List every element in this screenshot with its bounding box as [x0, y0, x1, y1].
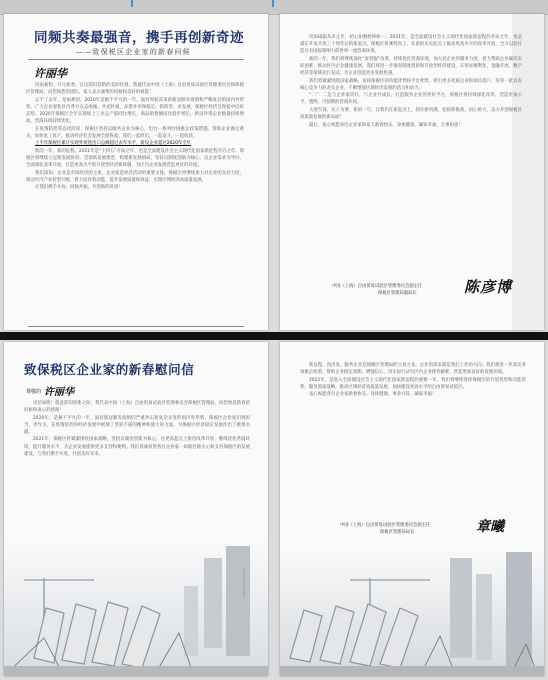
page1-subtitle: ——致保税区企业家的新春问候 — [76, 48, 191, 56]
highlighted-text: 上半年保税区累计实现外贸进出口总额超过去年水平，新设企业超过2020年全年 — [35, 141, 192, 147]
city-sculpture-photo — [280, 548, 544, 676]
page-gap — [0, 332, 548, 340]
page1-title: 同频共奏最强音，携手再创新奇迹 — [34, 30, 244, 46]
paragraph: 最后，衷心祝愿各位企业家和家人新春快乐、身体健康、阖家幸福、万事如意！ — [309, 122, 463, 128]
paragraph: 2022年，是进入全面建设社会主义现代化国家新征程的重要一年。我们将继续发挥保税区的开放优势和功能优势，服务国家战略，推动区域经济高质量发展，加快建设更高水平的自由贸易试验区。 — [300, 377, 526, 390]
signer-title-line-2: 保税区管理局副局长 — [378, 291, 417, 296]
paragraph: 风雨砥砺从未止步，初心如磐始终如一。2021年，是全面建设社会主义现代化国家新征程的开局之年，也是浦东开发开放三十周年后的新起点。保税区将乘势而上，在新的历史起点上推动更高水平的改革开放，全力以赴打造具有国际影响力的世界一流营商环境。 — [300, 35, 522, 55]
paragraph: 忘不了去年，是艰难的，2020年是极不平凡的一年，面对突如其来的新冠肺炎疫情和严峻复杂的国内外形势，广大企业家和区内各方众志成城、共克时艰，多措并举保稳定、抓转型、求发展，保税区经济呈现稳中向好态势。2020年保税区全年实现规上工业总产值同比增长，商品销售额同比稳步增长，新设外资企业数量持续增加，营商环境持续优化。 — [26, 97, 244, 124]
page-edge-shadow — [512, 14, 544, 330]
paragraph: 新的一年，新的征程。2021年是“十四五”开局之年，也是全面建设社会主义现代化国家新征程开启之年。保税区将继续立足新发展阶段，贯彻新发展理念，构建新发展格局，坚持以制度创新为核心，以企业需求为导向，全面深化改革开放，打造更高水平的开放型经济新体制，为区内企业发展营造更好的环境。 — [26, 148, 244, 169]
paragraph: 衷心祝愿各位企业家新春快乐、身体健康、事业兴旺、阖家幸福！ — [309, 392, 437, 398]
page1-body — [26, 82, 244, 322]
paragraph: 让我们携手并肩，同频共振，共创新的奇迹！ — [35, 185, 123, 191]
paragraph: 2021年，保税区将紧紧围绕国家战略，坚持以制度创新为核心，在更高起点上推进改革开放，继续优化营商环境，提升服务水平，为企业发展提供更多支持和便利。我们真诚希望各位企业家一如既往地关心和支持保税区的发展建设，与我们携手并进，共创美好未来。 — [24, 437, 250, 457]
handwritten-name: 许丽华 — [44, 387, 74, 398]
paragraph: 见信如晤！值此辞旧迎新之际，我代表中国（上海）自由贸易试验区管理委员会保税区管理局，向您致以新春的问候和衷心的感谢！ — [24, 401, 250, 414]
paragraph: 风雨兼程，开元新春。在这辞旧迎新的美好时刻，我谨代表中国（上海）自由贸易试验区管理委员会和保税区管理局，向您和您的团队、家人表示诚挚的问候和美好的祝愿！ — [26, 83, 244, 96]
viewer-toolbar — [0, 0, 548, 15]
signer-title-line-1: 中国（上海）自由贸易试验区管理委员会副主任 — [340, 523, 431, 528]
document-page-3 — [4, 342, 268, 676]
document-page-4 — [280, 342, 544, 676]
city-sculpture-photo — [4, 538, 268, 676]
page4-body — [300, 362, 526, 484]
divider — [28, 59, 244, 60]
handwritten-signature: 章曦 — [476, 519, 504, 535]
document-page-1 — [4, 14, 268, 330]
handwritten-signature: 陈彦博 — [464, 278, 513, 296]
paragraph: “二”：二是与企业家同行，与企业共成长，打造服务企业的更好平台，保税区将持续深化改革，营造更加公平、透明、可预期的营商环境。 — [300, 93, 522, 106]
page2-body — [300, 34, 522, 184]
paragraph: 我们深知，企业是市场经济的主体，企业家是经济活动的重要主体，保税区将继续加大对企业的支持力度，推动区内产业转型升级，着力培育新动能，提升发展质量和效益，实现区域经济高质量发展。 — [26, 170, 244, 183]
paragraph: 2020年，是极不平凡的一年。面对新冠肺炎疫情的严重冲击和复杂多变的国内外形势，保税区企业家们勇担当、善作为，在疫情防控和经济发展中展现了坚韧不拔的精神和强大的力量，为保税区经济稳定发展作出了重要贡献。 — [24, 415, 250, 435]
handwritten-signature: 许丽华 — [34, 67, 67, 80]
paragraph: 新的一年，我们将继续深化“放管服”改革，持续优化营商环境，加大对企业的服务力度，着力帮助企业解决实际困难，推动区内企业健康发展。我们将进一步推进制度创新和开放型经济建设，在贸易便利化、金融开放、数字经济等领域先行先试，为企业创造更多发展机遇。 — [300, 56, 522, 76]
salutation: 尊敬的 — [26, 389, 42, 395]
page-marker-left — [131, 0, 133, 7]
paragraph: 大道至简，实干为要。新的一年，让我们在新起点上，抓住新机遇，迎接新挑战，同心协力，奋力开创保税区高质量发展的新局面！ — [300, 107, 522, 121]
photo-illustration — [4, 538, 268, 676]
photo-illustration — [280, 548, 544, 676]
document-page-2 — [280, 14, 544, 330]
signer-title-line-2: 保税区管理局局长 — [380, 530, 415, 535]
paragraph: 新征程，再出发。服务企业是保税区管理局的立身之本，企业的需求就是我们工作的方向。我们将进一步落实各项惠企政策，帮助企业稳定预期、增强信心，用实际行动为区内企业排忧解难，营造更加良好的发展环境。 — [300, 363, 526, 376]
page3-body — [24, 400, 250, 560]
paragraph: 我们将紧紧围绕国家战略，发挥保税区的功能优势和平台优势，吸引更多优质企业和项目落户，培育一批具有核心竞争力的龙头企业，不断增强区域经济发展的活力和动力。 — [300, 78, 522, 91]
page3-title: 致保税区企业家的新春慰问信 — [24, 362, 195, 377]
signer-title-line-1: 中国（上海）自由贸易试验区管理委员会副主任 — [332, 284, 423, 289]
bottom-rule — [28, 326, 244, 327]
paragraph: 在疫情防控常态化阶段，保税区坚持以服务企业为核心，出台一系列纾困惠企政策措施，帮助企业渡过难关，加快复工复产，推动经济社会发展全面恢复。我们一起经历，一起奋斗，一起收获。 — [26, 126, 244, 139]
page-marker-right[interactable] — [272, 0, 274, 7]
